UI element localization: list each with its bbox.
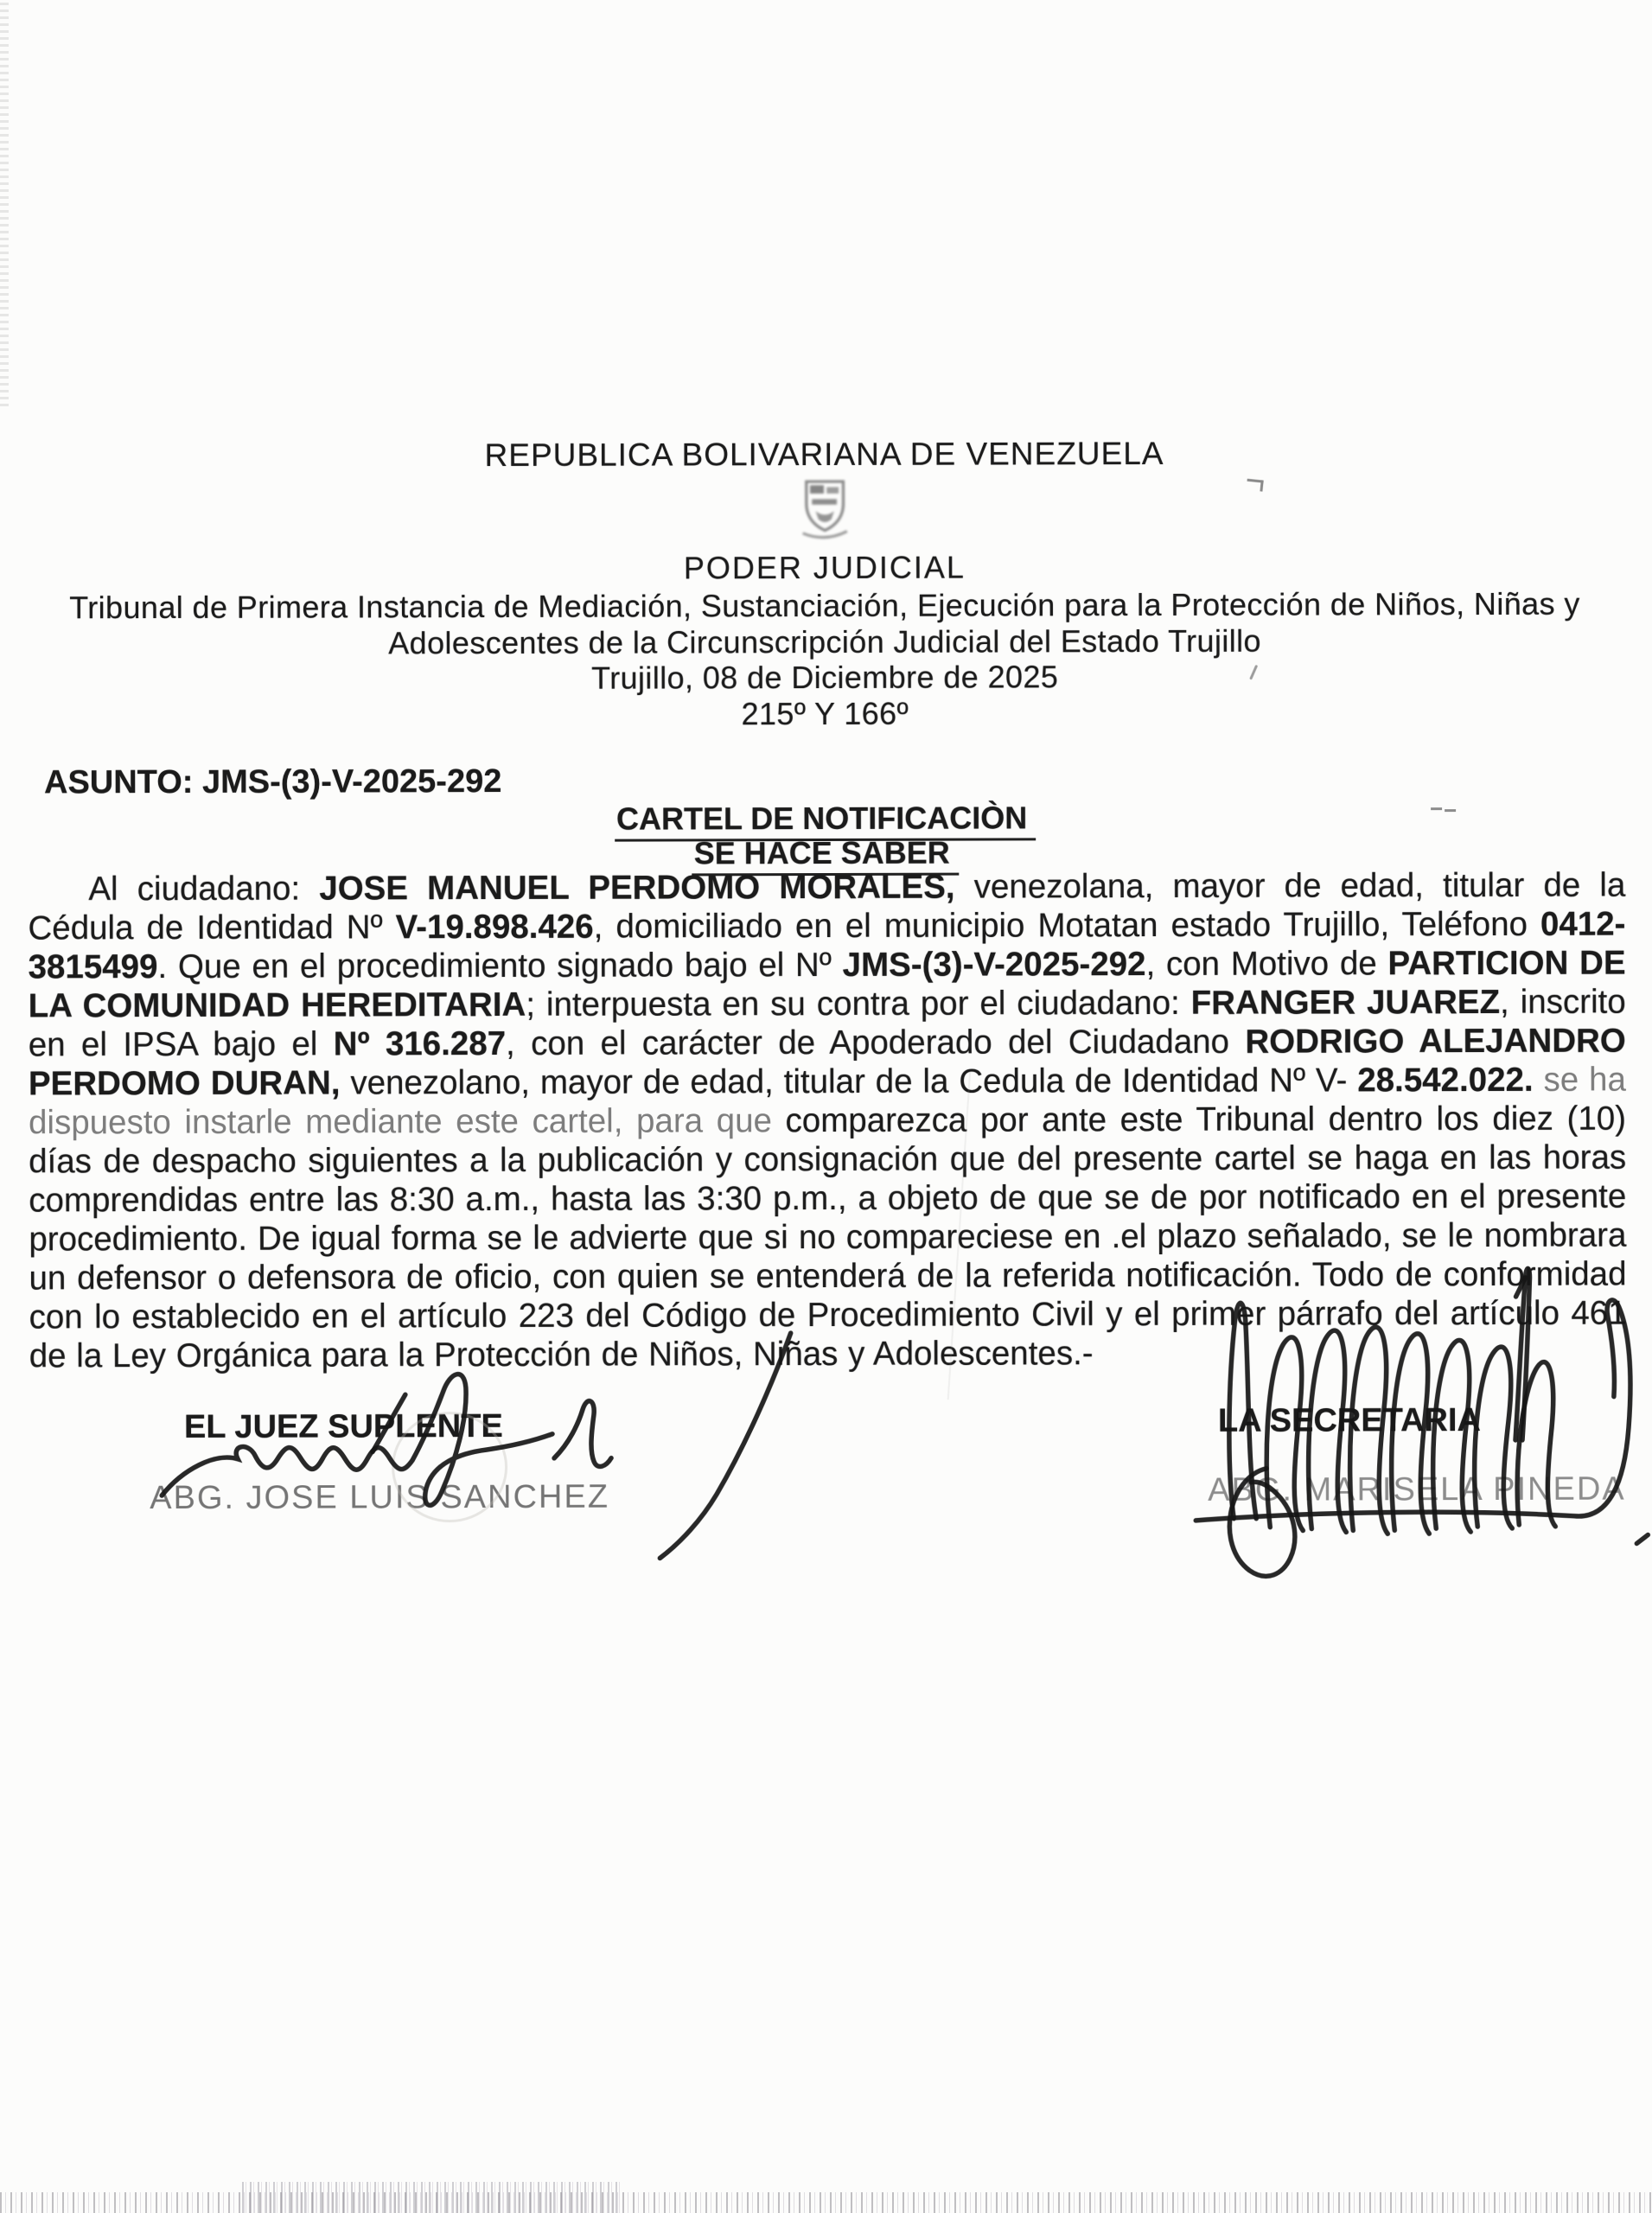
body-segment: , inscrito en el IPSA bajo el — [28, 983, 1626, 1064]
scan-artifact-dashes — [1431, 807, 1442, 810]
notice-title-text: CARTEL DE NOTIFICACIÒN — [615, 800, 1036, 841]
body-segment: 28.542.022. — [1357, 1061, 1534, 1100]
secretary-role-label: LA SECRETARIA — [1217, 1402, 1482, 1439]
judge-signature-icon — [148, 1314, 840, 1575]
branch-title: PODER JUDICIAL — [683, 549, 966, 586]
scan-noise-left-edge — [0, 0, 9, 406]
notice-subtitle-text: SE HACE SABER — [692, 835, 959, 877]
case-number: ASUNTO: JMS-(3)-V-2025-292 — [43, 762, 502, 801]
body-segment: . Que en el procedimiento signado bajo el Nº — [157, 946, 843, 986]
body-segment: V-19.898.426 — [395, 908, 594, 947]
republic-title: REPUBLICA BOLIVARIANA DE VENEZUELA — [484, 435, 1164, 474]
body-segment: Nº 316.287 — [333, 1024, 507, 1063]
tribunal-name-line2: Adolescentes de la Circunscripción Judicial del Estado Trujillo — [388, 622, 1261, 661]
scan-artifact-tick — [1247, 479, 1264, 492]
secretary-name: ABG. MARISELA PINEDA — [1208, 1470, 1626, 1508]
coat-of-arms-icon — [797, 474, 852, 547]
body-segment: 0412-3815499 — [28, 905, 1626, 986]
body-segment: venezolana, mayor de edad, titular de la Cédula de Identidad Nº — [28, 866, 1626, 947]
body-segment: ; interpuesta en su contra por el ciudadano: — [526, 984, 1191, 1024]
body-segment: comparezca por ante este Tribunal dentro los diez (10) días de despacho siguientes a la publicación y consignación que del presente cartel se haga en las horas comprendidas entre las 8:30 a.m., hasta las 3:30 p.m., a objeto de que se de por notificado en el presente procedimiento. De igual forma se le advierte que si no compareciese en .el plazo señalado, se le nombrara un defensor o defensora de oficio, con quien se entenderá de la referida notificación. Todo de conformidad con lo establecido en el artículo 223 del Código de Procedimiento Civil y el primer párrafo del artículo 461 de la Ley Orgánica para la Protección de Niños, Niñas y Adolescentes.- — [29, 1100, 1627, 1375]
body-segment: RODRIGO ALEJANDRO PERDOMO DURAN, — [28, 1022, 1626, 1103]
judge-role-label: EL JUEZ SUPLENTE — [183, 1407, 503, 1445]
secretary-signature-icon — [1183, 1258, 1652, 1604]
body-segment: , domiciliado en el municipio Motatan estado Trujillo, Teléfono — [593, 905, 1541, 946]
body-segment: venezolano, mayor de edad, titular de la Cedula de Identidad Nº V- — [340, 1062, 1358, 1102]
body-segment: PARTICION DE LA COMUNIDAD HEREDITARIA — [28, 944, 1626, 1025]
tribunal-name-line1: Tribunal de Primera Instancia de Mediación, Sustanciación, Ejecución para la Protección de Niños, Niñas y — [69, 585, 1580, 626]
judge-name: ABG. JOSE LUIS SANCHEZ — [150, 1478, 610, 1517]
body-segment: JOSE MANUEL PERDOMO MORALES, — [319, 868, 955, 908]
place-date: Trujillo, 08 de Diciembre de 2025 — [591, 659, 1059, 696]
body-segment: Al ciudadano: — [88, 870, 320, 909]
scan-noise-bottom-edge — [0, 2192, 1652, 2213]
body-segment: se ha dispuesto instarle mediante este cartel, para que — [28, 1061, 1626, 1142]
body-segment: , con Motivo de — [1145, 945, 1388, 984]
anniversary-years: 215º Y 166º — [741, 695, 909, 732]
body-segment: FRANGER JUAREZ — [1190, 983, 1501, 1022]
body-segment: , con el carácter de Apoderado del Ciudadano — [506, 1023, 1246, 1062]
body-segment: JMS-(3)-V-2025-292 — [842, 946, 1146, 984]
